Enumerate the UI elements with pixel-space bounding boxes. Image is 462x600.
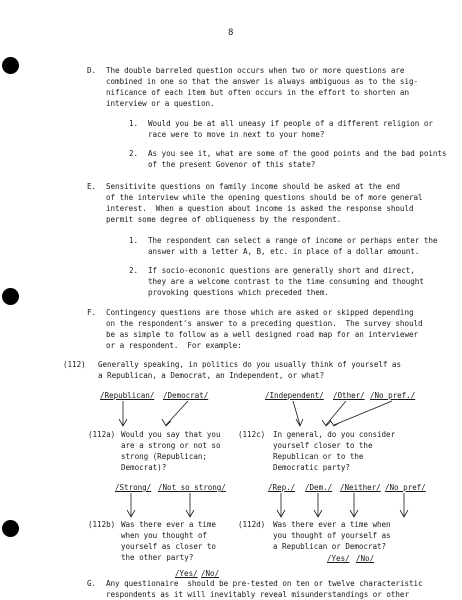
answer-option: /Rep./ xyxy=(268,483,296,492)
answer-option: /Other/ xyxy=(333,391,365,400)
list-item-line: The respondent can select a range of income or perhaps enter the xyxy=(148,236,438,245)
answer-option: /Democrat/ xyxy=(163,391,209,400)
list-item-line: of the present Govenor of this state? xyxy=(148,160,316,169)
arrow-down-icon xyxy=(186,493,194,517)
section-g-letter: G. xyxy=(87,579,97,588)
section-f-line: Contingency questions are those which are asked or skipped depending xyxy=(106,308,414,317)
list-item-line: provoking questions which preceded them. xyxy=(148,288,329,297)
question-112c-line: In general, do you consider xyxy=(273,430,396,439)
answer-option: /Yes/ xyxy=(175,569,198,578)
question-112b-line: Was there ever a time xyxy=(121,520,216,529)
question-112c-line: Republican or to the xyxy=(273,452,364,461)
section-g-line: Any questionaire should be pre-tested on ten or twelve characteristic xyxy=(106,579,423,588)
section-f-line: be as simple to follow as a well designed road map for an interviewer xyxy=(106,330,419,339)
question-112-line: Generally speaking, in politics do you usually think of yourself as xyxy=(98,360,401,369)
section-f-letter: F. xyxy=(87,308,97,317)
answer-option: /No pref/ xyxy=(385,483,426,492)
answer-option: /Not so strong/ xyxy=(158,483,226,492)
question-112a-line: Democrat)? xyxy=(121,463,167,472)
section-d-line: interview or a question. xyxy=(106,99,215,108)
answer-option: /No/ xyxy=(356,554,375,563)
section-e-line: Sensitivite questions on family income should be asked at the end xyxy=(106,182,400,191)
page-number: 8 xyxy=(228,28,234,38)
section-e-letter: E. xyxy=(87,182,97,191)
question-112b-label: (112b) xyxy=(88,520,116,529)
answer-option: /Yes/ xyxy=(327,554,350,563)
list-item-line: answer with a letter A, B, etc. in place of a dollar amount. xyxy=(148,247,420,256)
list-item-line: they are a welcome contrast to the time consuming and thought xyxy=(148,277,424,286)
arrow-down-icon xyxy=(350,493,358,517)
answer-option: /Strong/ xyxy=(115,483,152,492)
arrow-down-icon xyxy=(330,401,392,426)
list-item-line: race were to move in next to your home? xyxy=(148,130,325,139)
arrow-down-icon xyxy=(277,493,285,517)
question-112b-line: the other party? xyxy=(121,553,194,562)
answer-option: /No/ xyxy=(201,569,220,578)
arrow-down-icon xyxy=(293,401,303,426)
section-g-line: respondents as it will inevitably reveal misunderstandings or other xyxy=(106,590,409,599)
arrow-down-icon xyxy=(314,493,322,517)
list-item-line: If socio-econonic questions are generally short and direct, xyxy=(148,266,415,275)
list-number: 1. xyxy=(129,236,139,245)
question-112a-line: are a strong or not so xyxy=(121,441,221,450)
section-e-line: interest. When a question about income is asked the response should xyxy=(106,204,414,213)
answer-option: /Neither/ xyxy=(340,483,381,492)
question-112a-line: strong (Republican; xyxy=(121,452,207,461)
question-112d-line: a Republican or Democrat? xyxy=(273,542,387,551)
question-112-label: (112) xyxy=(63,360,86,369)
question-112c-line: yourself closer to the xyxy=(273,441,373,450)
arrow-down-icon xyxy=(400,493,408,517)
answer-option: /Independent/ xyxy=(265,391,324,400)
question-112c-line: Democratic party? xyxy=(273,463,350,472)
arrow-down-icon xyxy=(127,493,135,517)
answer-option: /Dem./ xyxy=(305,483,333,492)
answer-option: /No pref./ xyxy=(370,391,416,400)
section-d-line: The double barreled question occurs when two or more questions are xyxy=(106,66,405,75)
answer-option: /Republican/ xyxy=(100,391,155,400)
section-d-line: combined in one so that the answer is always ambiguous as to the sig- xyxy=(106,77,419,86)
list-number: 2. xyxy=(129,266,139,275)
section-e-line: of the interview while the opening questions should be of more general xyxy=(106,193,423,202)
question-112d-line: Was there ever a time when xyxy=(273,520,391,529)
question-112d-label: (112d) xyxy=(238,520,266,529)
section-f-line: on the respondent's answer to a preceding question. The survey should xyxy=(106,319,423,328)
question-112a-line: Would you say that you xyxy=(121,430,221,439)
section-e-line: permit some degree of obliqueness by the respondent. xyxy=(106,215,342,224)
question-112b-line: when you thought of xyxy=(121,531,207,540)
list-number: 2. xyxy=(129,149,139,158)
section-d-line: nificance of each item but often occurs in the effort to shorten an xyxy=(106,88,409,97)
question-112-line: a Republican, a Democrat, an Independent, or what? xyxy=(98,371,325,380)
question-112c-label: (112c) xyxy=(238,430,266,439)
section-d-letter: D. xyxy=(87,66,97,75)
list-item-line: As you see it, what are some of the good points and the bad points xyxy=(148,149,447,158)
question-112d-line: you thought of yourself as xyxy=(273,531,391,540)
question-112a-label: (112a) xyxy=(88,430,116,439)
arrow-down-icon xyxy=(162,401,188,426)
list-item-line: Would you be at all uneasy if people of a different religion or xyxy=(148,119,433,128)
arrow-down-icon xyxy=(322,401,346,426)
list-number: 1. xyxy=(129,119,139,128)
arrow-down-icon xyxy=(119,401,127,426)
section-f-line: or a respondent. For example: xyxy=(106,341,242,350)
question-112b-line: yourself as closer to xyxy=(121,542,216,551)
